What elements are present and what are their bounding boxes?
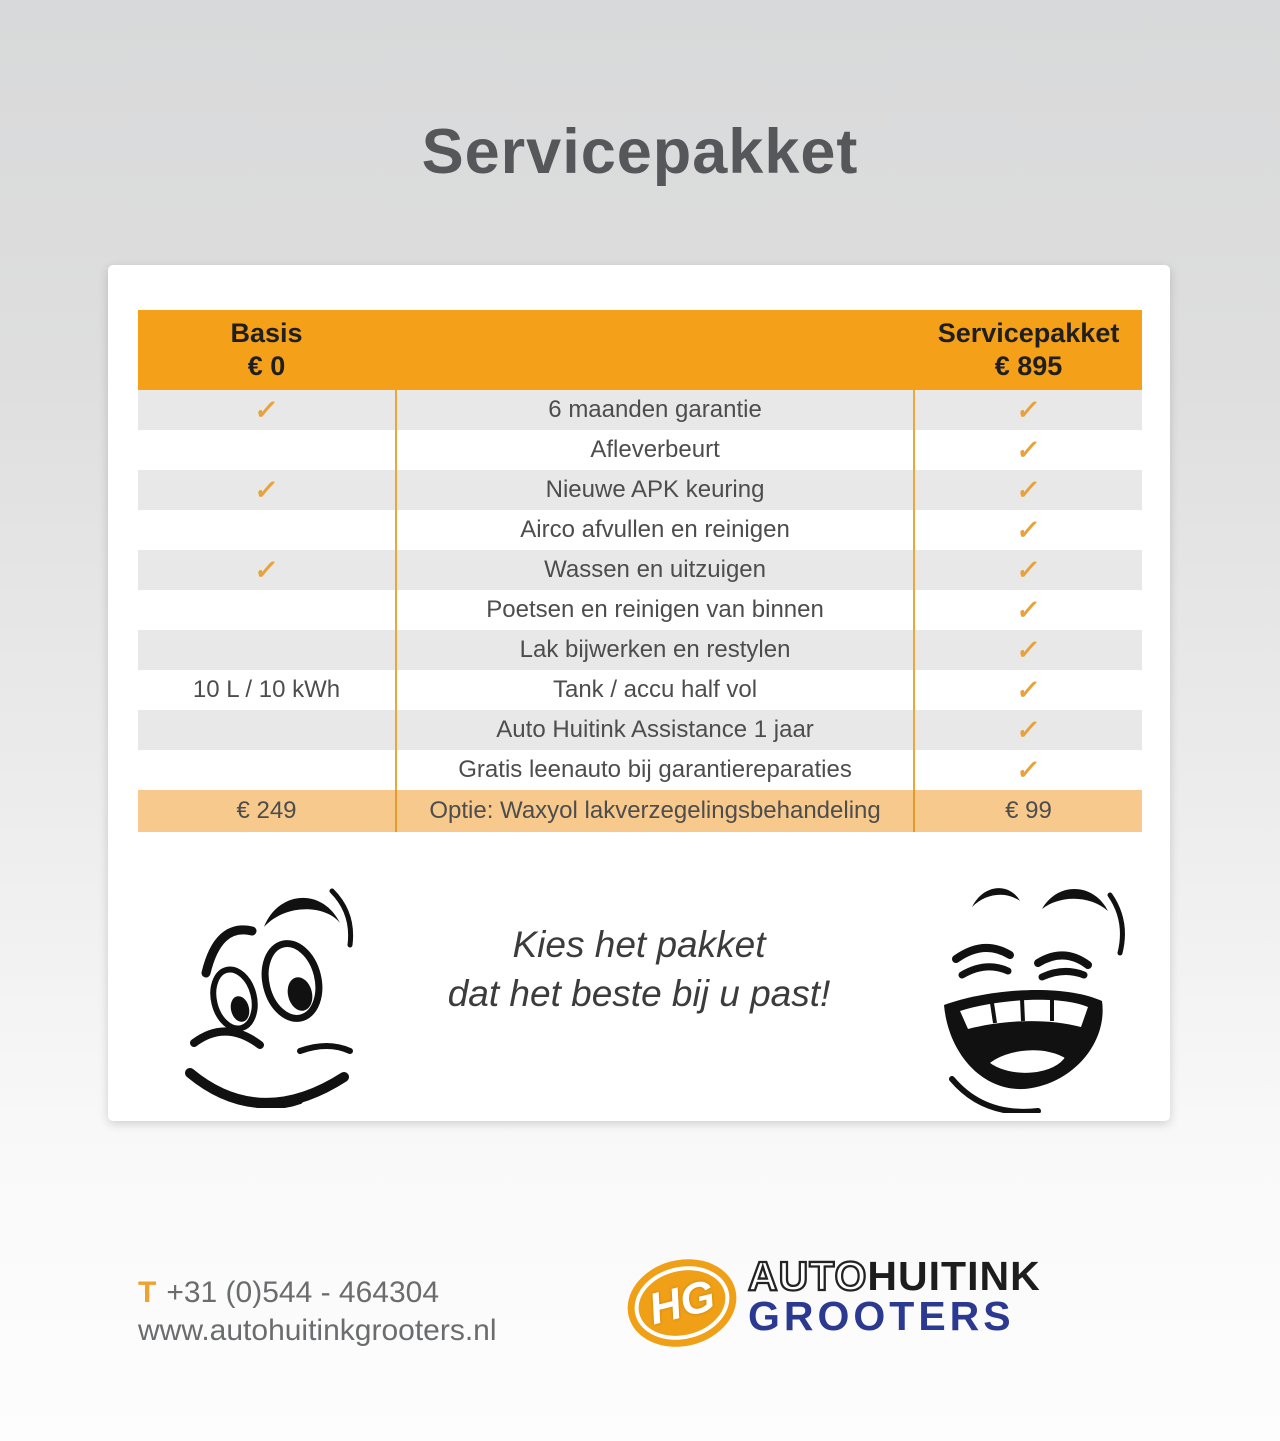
company-logo — [748, 1253, 1041, 1339]
included-cell — [915, 430, 1142, 470]
included-cell — [138, 390, 395, 430]
checkmark-icon: ✓ — [1015, 434, 1043, 465]
included-cell — [138, 550, 395, 590]
checkmark-icon: ✓ — [253, 394, 280, 425]
table-row — [138, 630, 1142, 670]
option-label: Optie: Waxyol lakverzegelingsbehandeling — [395, 790, 915, 832]
service-item-label: Auto Huitink Assistance 1 jaar — [395, 710, 915, 750]
slogan-line-1: Kies het pakket — [512, 924, 766, 965]
checkmark-icon: ✓ — [1015, 634, 1043, 665]
service-item-label: Wassen en uitzuigen — [395, 550, 915, 590]
service-item-label: Afleverbeurt — [395, 430, 915, 470]
checkmark-icon: ✓ — [1015, 674, 1043, 705]
table-row — [138, 390, 1142, 430]
service-item-label: Poetsen en reinigen van binnen — [395, 590, 915, 630]
table-row — [138, 550, 1142, 590]
included-cell — [915, 710, 1142, 750]
included-cell — [915, 750, 1142, 790]
servicepakket-header-title: Servicepakket — [937, 318, 1120, 348]
empty-cell — [138, 430, 395, 470]
option-basis-price: € 249 — [236, 797, 297, 824]
logo-word-grooters: GROOTERS — [748, 1293, 1015, 1339]
service-item-label: Lak bijwerken en restylen — [395, 630, 915, 670]
included-cell — [915, 590, 1142, 630]
service-item-label: Tank / accu half vol — [395, 670, 915, 710]
basis-header-title: Basis — [230, 318, 303, 348]
checkmark-icon: ✓ — [1015, 474, 1043, 505]
table-row — [138, 710, 1142, 750]
hg-logo-badge — [618, 1248, 746, 1358]
checkmark-icon: ✓ — [1015, 514, 1043, 545]
included-cell — [915, 630, 1142, 670]
table-row — [138, 430, 1142, 470]
included-cell — [915, 670, 1142, 710]
table-row — [138, 470, 1142, 510]
hg-logo-initials: HG — [643, 1270, 720, 1335]
checkmark-icon: ✓ — [1015, 714, 1043, 745]
slogan — [108, 920, 1170, 1018]
contact-block — [138, 1274, 497, 1350]
option-row — [138, 790, 1142, 832]
service-item-label: 6 maanden garantie — [395, 390, 915, 430]
included-cell — [915, 550, 1142, 590]
table-row — [138, 670, 1142, 710]
logo-line-1 — [748, 1253, 1041, 1299]
page-title: Servicepakket — [421, 117, 859, 187]
empty-cell — [138, 590, 395, 630]
servicepakket-header-price: € 895 — [994, 351, 1063, 381]
table-body — [138, 390, 1142, 790]
checkmark-icon: ✓ — [1015, 554, 1043, 585]
table-header-row — [138, 310, 1142, 390]
website-url: www.autohuitinkgrooters.nl — [138, 1314, 497, 1347]
phone-number: +31 (0)544 - 464304 — [166, 1276, 440, 1309]
table-row — [138, 590, 1142, 630]
basis-header — [138, 317, 395, 383]
checkmark-icon: ✓ — [1015, 394, 1043, 425]
service-item-label: Nieuwe APK keuring — [395, 470, 915, 510]
empty-cell — [138, 750, 395, 790]
logo-word-huitink: HUITINK — [867, 1253, 1041, 1299]
checkmark-icon: ✓ — [253, 474, 280, 505]
included-cell — [915, 390, 1142, 430]
included-cell — [915, 510, 1142, 550]
logo-word-auto: AUTO — [748, 1253, 868, 1299]
empty-cell — [138, 630, 395, 670]
empty-cell — [138, 510, 395, 550]
included-cell — [138, 470, 395, 510]
servicepakket-header — [915, 317, 1142, 383]
service-item-label: Gratis leenauto bij garantiereparaties — [395, 750, 915, 790]
table-row — [138, 750, 1142, 790]
value-cell: 10 L / 10 kWh — [192, 676, 341, 703]
phone-line — [138, 1274, 497, 1312]
checkmark-icon: ✓ — [253, 554, 280, 585]
basis-header-price: € 0 — [247, 351, 286, 381]
slogan-line-2: dat het beste bij u past! — [447, 973, 831, 1014]
service-package-card — [108, 265, 1170, 1121]
checkmark-icon: ✓ — [1015, 754, 1043, 785]
phone-prefix: T — [138, 1276, 157, 1309]
table-row — [138, 510, 1142, 550]
service-comparison-table — [138, 310, 1142, 832]
service-item-label: Airco afvullen en reinigen — [395, 510, 915, 550]
option-servicepakket-price: € 99 — [1005, 797, 1052, 824]
checkmark-icon: ✓ — [1015, 594, 1043, 625]
included-cell — [915, 470, 1142, 510]
empty-cell — [138, 710, 395, 750]
